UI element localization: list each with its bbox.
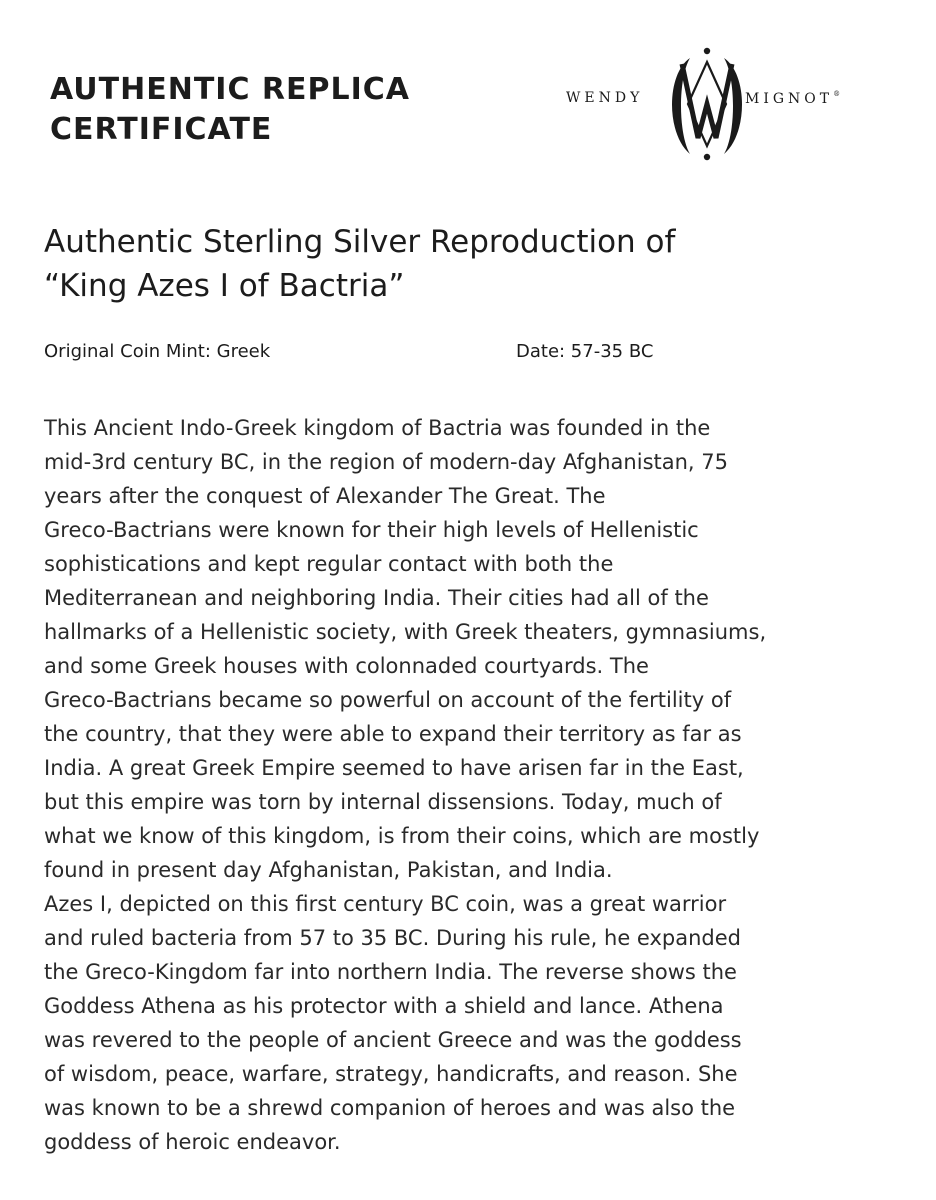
coin-date: Date: 57-35 BC xyxy=(516,341,654,362)
registered-mark: ® xyxy=(833,90,841,98)
logo-word-right-text: MIGNOT xyxy=(745,91,834,107)
description-body xyxy=(44,411,904,1159)
certificate-title-line1: AUTHENTIC REPLICA xyxy=(50,72,411,107)
description-paragraph-2: Azes I, depicted on this first century BC coin, was a great warrior and ruled bacteria from 57 to 35 BC. During his rule, he expanded the Greco-Kingdom far into northern India. The reverse shows the Goddess Athena as his protector with a shield and lance. Athena was revered to the people of ancient Greece and was the goddess of wisdom, peace, warfare, strategy, handicrafts, and reason. She was known to be a shrewd companion of heroes and was also the goddess of heroic endeavor. xyxy=(44,892,742,1154)
coin-mint: Original Coin Mint: Greek xyxy=(44,341,271,362)
product-title-line2: “King Azes I of Bactria” xyxy=(44,268,405,304)
certificate-title-line2: CERTIFICATE xyxy=(50,112,273,147)
certificate-title xyxy=(50,70,510,150)
product-title xyxy=(44,220,904,308)
product-title-line1: Authentic Sterling Silver Reproduction of xyxy=(44,224,676,260)
description-paragraph-1: This Ancient Indo-Greek kingdom of Bactria was founded in the mid-3rd century BC, in the region of modern-day Afghanistan, 75 years after the conquest of Alexander The Great. The Greco-Bactrians were known for their high levels of Hellenistic sophistications and kept regular contact with both the Mediterranean and neighboring India. Their cities had all of the hallmarks of a Hellenistic society, with Greek theaters, gymnasiums, and some Greek houses with colonnaded courtyards. The Greco-Bactrians became so powerful on account of the fertility of the country, that they were able to expand their territory as far as India. A great Greek Empire seemed to have arisen far in the East, but this empire was torn by internal dissensions. Today, much of what we know of this kingdom, is from their coins, which are mostly found in present day Afghanistan, Pakistan, and India. xyxy=(44,416,767,882)
logo-word-right xyxy=(745,90,840,107)
coin-meta-row xyxy=(44,339,904,367)
brand-logo xyxy=(560,42,890,168)
logo-word-left: WENDY xyxy=(566,90,644,106)
